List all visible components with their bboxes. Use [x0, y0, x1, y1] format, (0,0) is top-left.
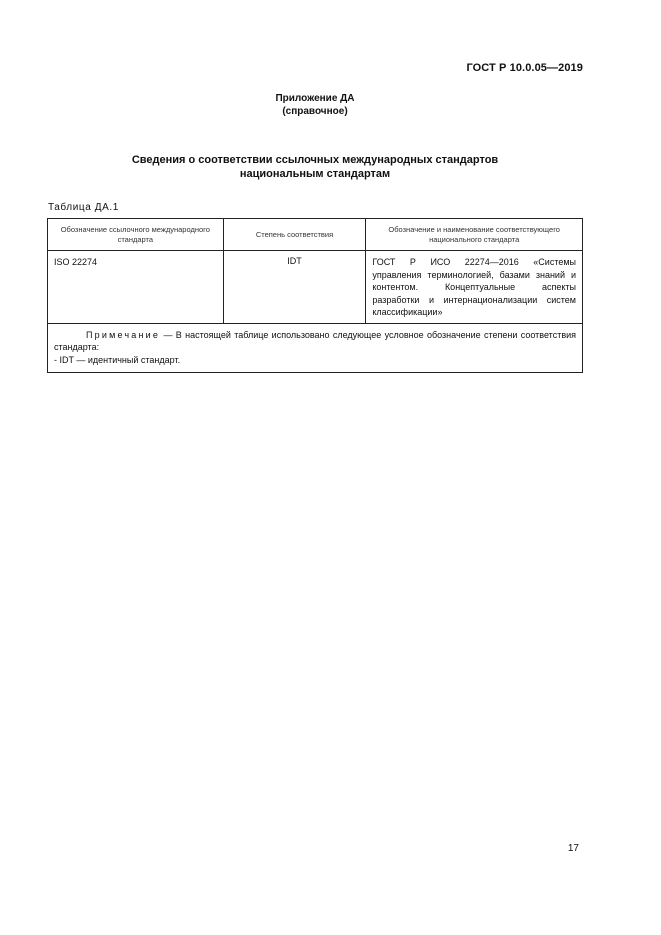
cell-degree: IDT — [223, 251, 366, 324]
section-title — [0, 153, 630, 181]
table-row — [48, 251, 583, 324]
annex-title: Приложение ДА — [275, 93, 355, 104]
header-national-standard: Обозначение и наименование соответствующего национального стандарта — [366, 219, 583, 251]
cell-national-standard: ГОСТ Р ИСО 22274—2016 «Системы управления терминологией, базами знаний и контентом. Концептуальные аспекты разработки и интернационализации систем классификации» — [366, 251, 583, 324]
correspondence-table — [47, 218, 583, 373]
section-title-line1: Сведения о соответствии ссылочных международных стандартов — [131, 154, 499, 166]
annex-heading — [0, 92, 630, 118]
table-label: Таблица ДА.1 — [48, 202, 119, 213]
table-header-row — [48, 219, 583, 251]
document-code: ГОСТ Р 10.0.05—2019 — [466, 62, 583, 74]
note-label: Примечание — [86, 329, 161, 340]
note-text: — В настоящей таблице использовано следующее условное обозначение степени соответствия стандарта: — [54, 329, 576, 352]
table-note-row — [48, 323, 583, 373]
header-degree: Степень соответствия — [223, 219, 366, 251]
note-paragraph — [54, 329, 576, 354]
cell-international-designation: ISO 22274 — [48, 251, 224, 324]
page-number: 17 — [567, 843, 579, 854]
annex-status: (справочное) — [282, 106, 348, 117]
note-item: - IDT — идентичный стандарт. — [54, 354, 181, 365]
header-international-designation: Обозначение ссылочного международного стандарта — [48, 219, 224, 251]
table-note — [48, 323, 583, 373]
section-title-line2: национальным стандартам — [239, 168, 391, 180]
